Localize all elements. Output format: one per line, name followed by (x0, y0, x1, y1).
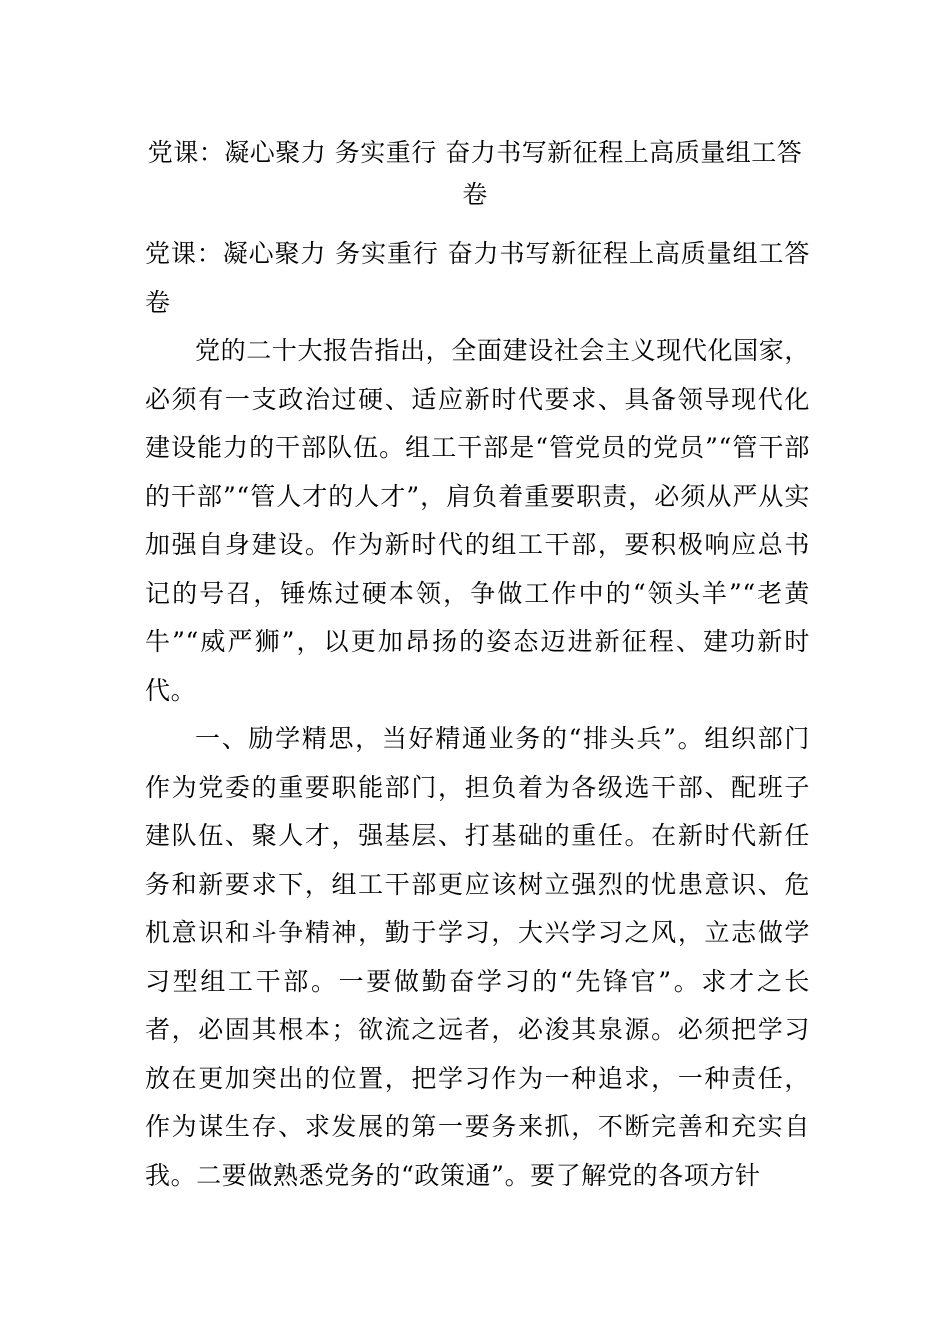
document-body (145, 230, 810, 1200)
document-title: 党课：凝心聚力 务实重行 奋力书写新征程上高质量组工答卷 (147, 138, 803, 209)
subtitle-repeat: 党课：凝心聚力 务实重行 奋力书写新征程上高质量组工答卷 (145, 239, 810, 317)
paragraph-intro: 党的二十大报告指出，全面建设社会主义现代化国家，必须有一支政治过硬、适应新时代要求、具备领导现代化建设能力的干部队伍。组工干部是“管党员的党员”“管干部的干部”“管人才的人才”，肩负着重要职责，必须从严从实加强自身建设。作为新时代的组工干部，要积极响应总书记的号召，锤炼过硬本领，争做工作中的“领头羊”“老黄牛”“威严狮”，以更加昂扬的姿态迈进新征程、建功新时代。 (145, 336, 810, 705)
paragraph-section-one: 一、励学精思，当好精通业务的“排头兵”。组织部门作为党委的重要职能部门，担负着为各级选干部、配班子建队伍、聚人才，强基层、打基础的重任。在新时代新任务和新要求下，组工干部更应该树立强烈的忧患意识、危机意识和斗争精神，勤于学习，大兴学习之风，立志做学习型组工干部。一要做勤奋学习的“先锋官”。求才之长者，必固其根本；欲流之远者，必浚其泉源。必须把学习放在更加突出的位置，把学习作为一种追求，一种责任，作为谋生存、求发展的第一要务来抓，不断完善和充实自我。二要做熟悉党务的“政策通”。要了解党的各项方针 (145, 724, 810, 1190)
